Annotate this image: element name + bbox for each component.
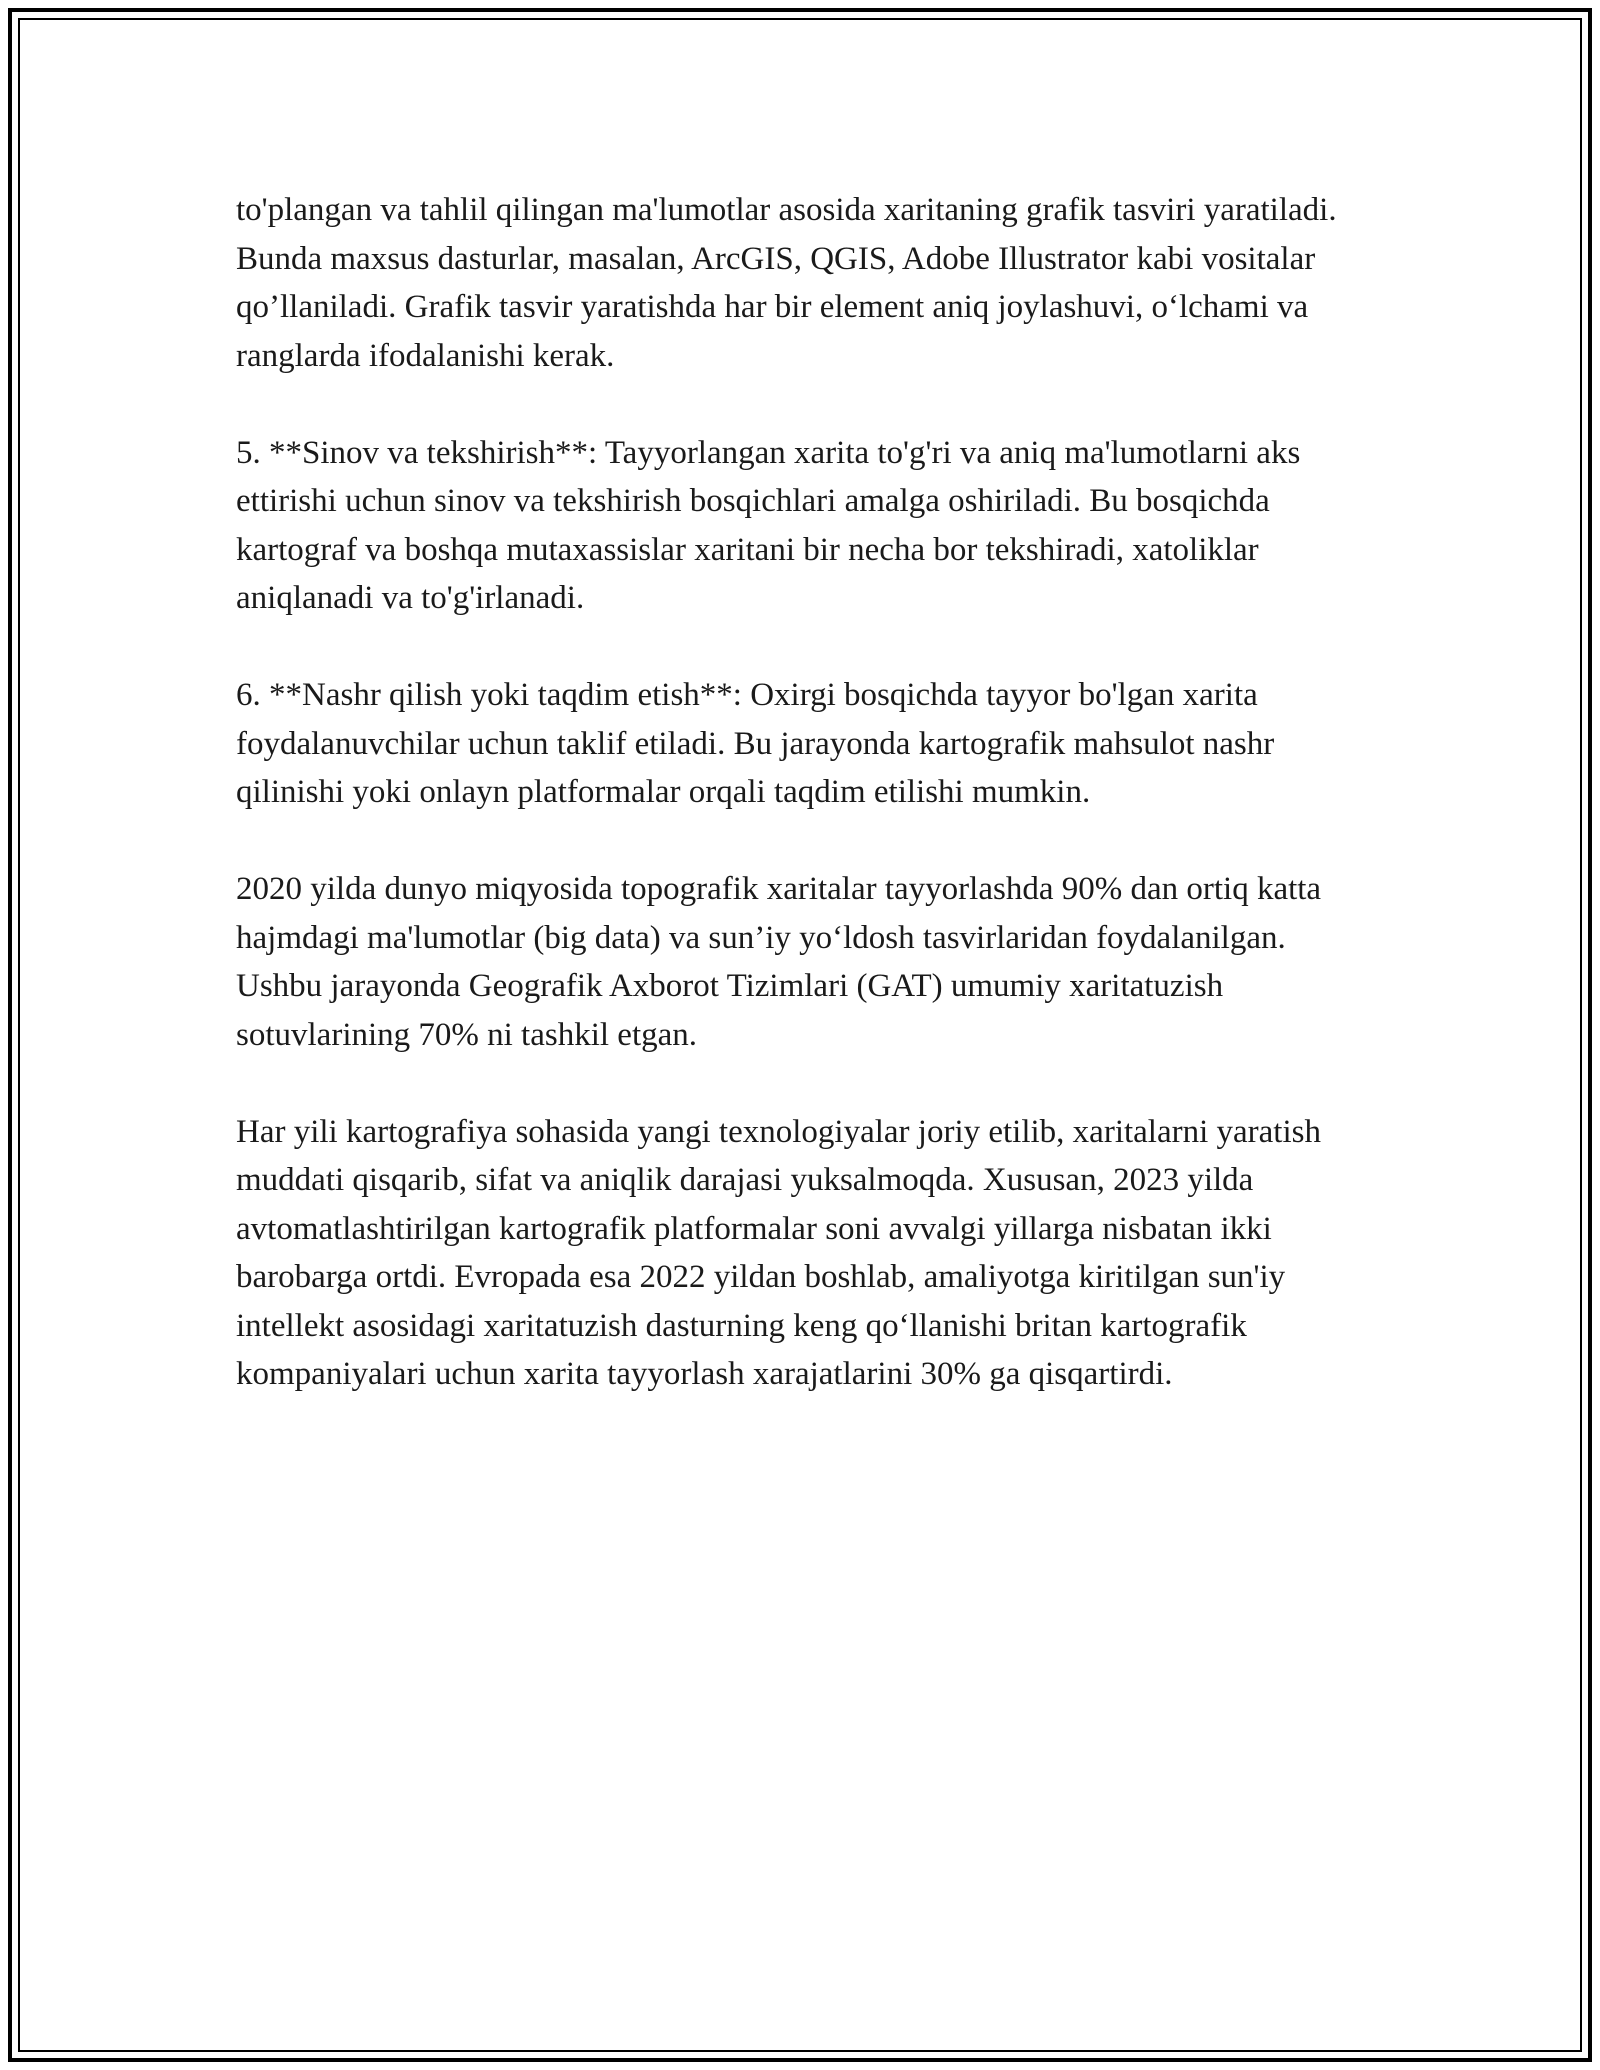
paragraph-publishing: 6. **Nashr qilish yoki taqdim etish**: Oxirgi bosqichda tayyor bo'lgan xarita foydalanuvchilar uchun taklif etiladi. Bu jarayonda kartografik mahsulot nashr qilinishi yoki onlayn platformalar orqali taqdim etilishi mumkin. [236,677,1275,810]
document-body [236,186,1376,1447]
paragraph-graphic-design: to'plangan va tahlil qilingan ma'lumotlar asosida xaritaning grafik tasviri yaratiladi. Bunda maxsus dasturlar, masalan, ArcGIS, QGIS, Adobe Illustrator kabi vositalar qo’llaniladi. Grafik tasvir yaratishda har bir element aniq joylashuvi, o‘lchami va ranglarda ifodalanishi kerak. [236,192,1337,374]
paragraph-technology-trends: Har yili kartografiya sohasida yangi texnologiyalar joriy etilib, xaritalarni yaratish muddati qisqarib, sifat va aniqlik darajasi yuksalmoqda. Xususan, 2023 yilda avtomatlashtirilgan kartografik platformalar soni avvalgi yillarga nisbatan ikki barobarga ortdi. Evropada esa 2022 yildan boshlab, amaliyotga kiritilgan sun'iy intellekt asosidagi xaritatuzish dasturning keng qo‘llanishi britan kartografik kompaniyalari uchun xarita tayyorlash xarajatlarini 30% ga qisqartirdi. [236,1113,1321,1392]
paragraph-2020-statistics: 2020 yilda dunyo miqyosida topografik xaritalar tayyorlashda 90% dan ortiq katta hajmdagi ma'lumotlar (big data) va sun’iy yo‘ldosh tasvirlaridan foydalanilgan. Ushbu jarayonda Geografik Axborot Tizimlari (GAT) umumiy xaritatuzish sotuvlarining 70% ni tashkil etgan. [236,871,1322,1053]
paragraph-testing: 5. **Sinov va tekshirish**: Tayyorlangan xarita to'g'ri va aniq ma'lumotlarni aks ettirishi uchun sinov va tekshirish bosqichlari amalga oshiriladi. Bu bosqichda kartograf va boshqa mutaxassislar xaritani bir necha bor tekshiradi, xatoliklar aniqlanadi va to'g'irlanadi. [236,434,1301,616]
